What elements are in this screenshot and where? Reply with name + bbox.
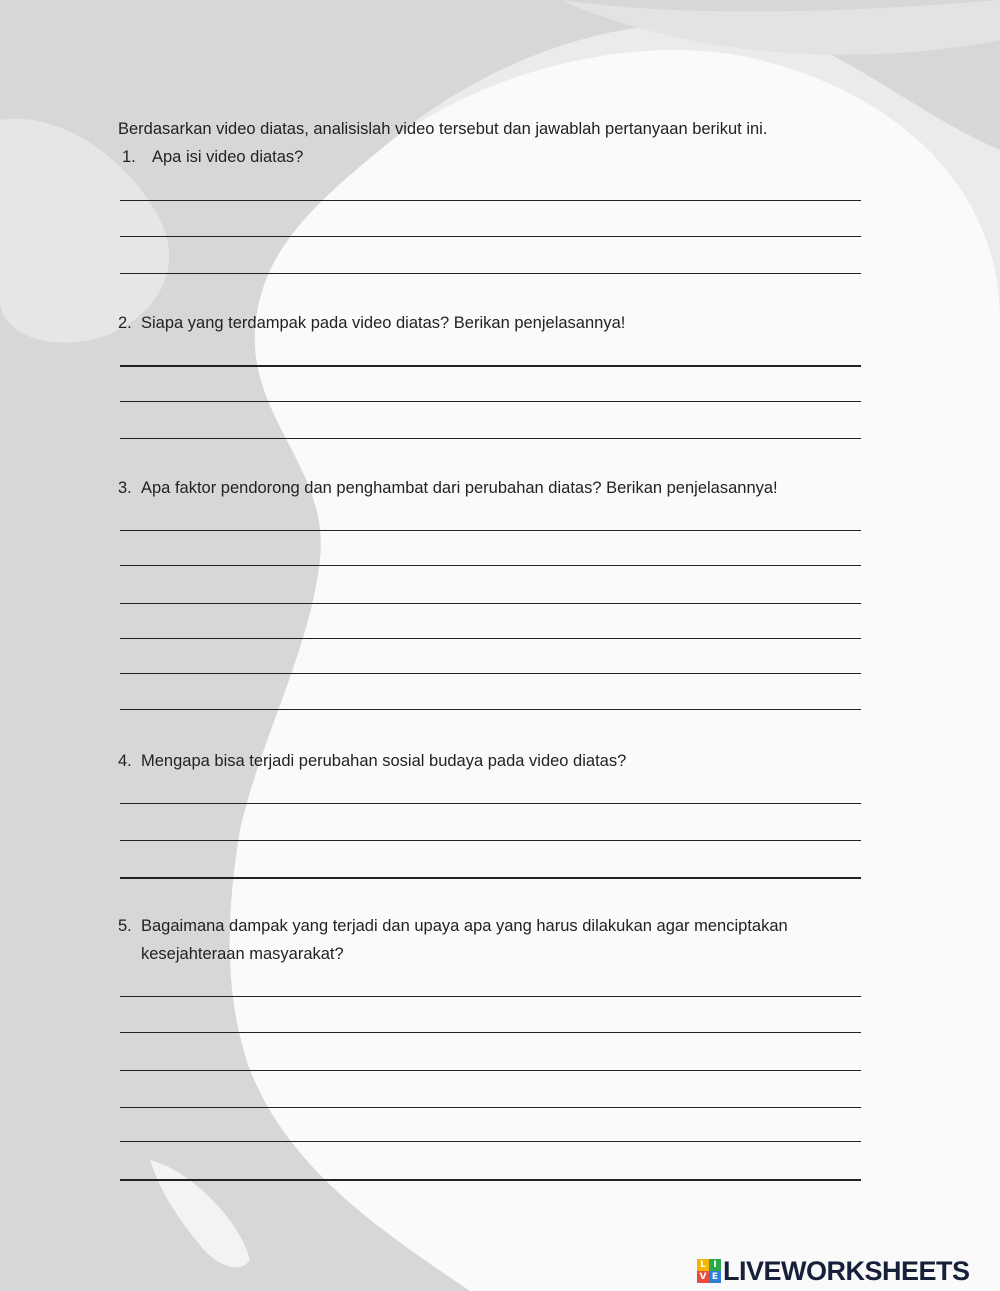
answer-line-q3-4[interactable] [120, 638, 861, 639]
answer-line-q5-3[interactable] [120, 1070, 861, 1071]
instructions-text: Berdasarkan video diatas, analisislah video tersebut dan jawablah pertanyaan berikut ini. [118, 120, 768, 138]
answer-line-q3-6[interactable] [120, 709, 861, 710]
answer-line-q4-1[interactable] [120, 803, 861, 804]
answer-line-q4-3[interactable] [120, 877, 861, 879]
question-4-text: Mengapa bisa terjadi perubahan sosial budaya pada video diatas? [141, 752, 627, 770]
logo-icon-letter-v: V [697, 1271, 709, 1283]
question-1-text: Apa isi video diatas? [152, 148, 304, 166]
liveworksheets-logo [697, 1255, 970, 1286]
answer-line-q3-3[interactable] [120, 603, 861, 604]
answer-line-q4-2[interactable] [120, 840, 861, 841]
liveworksheets-icon [697, 1259, 721, 1283]
logo-icon-letter-e: E [709, 1271, 721, 1283]
answer-line-q3-5[interactable] [120, 673, 861, 674]
logo-icon-letter-l: L [697, 1259, 709, 1271]
answer-line-q5-4[interactable] [120, 1107, 861, 1108]
question-2-text: Siapa yang terdampak pada video diatas? Berikan penjelasannya! [141, 314, 626, 332]
answer-line-q1-2[interactable] [120, 236, 861, 237]
answer-line-q5-1[interactable] [120, 996, 861, 997]
answer-line-q2-3[interactable] [120, 438, 861, 439]
logo-icon-letter-i: I [709, 1259, 721, 1271]
answer-line-q3-1[interactable] [120, 530, 861, 531]
question-5-text-line1: Bagaimana dampak yang terjadi dan upaya apa yang harus dilakukan agar menciptakan [141, 917, 788, 935]
answer-line-q2-2[interactable] [120, 401, 861, 402]
answer-line-q1-1[interactable] [120, 200, 861, 201]
answer-line-q2-1[interactable] [120, 365, 861, 367]
answer-line-q1-3[interactable] [120, 273, 861, 274]
question-1-number: 1. [122, 148, 136, 166]
question-4-number: 4. [118, 752, 132, 770]
question-5-number: 5. [118, 917, 132, 935]
answer-line-q5-2[interactable] [120, 1032, 861, 1033]
liveworksheets-wordmark: LIVEWORKSHEETS [723, 1255, 970, 1286]
answer-line-q5-5[interactable] [120, 1141, 861, 1142]
question-5-text-line2: kesejahteraan masyarakat? [141, 945, 344, 963]
answer-line-q3-2[interactable] [120, 565, 861, 566]
question-3-text: Apa faktor pendorong dan penghambat dari perubahan diatas? Berikan penjelasannya! [141, 479, 778, 497]
answer-line-q5-6[interactable] [120, 1179, 861, 1181]
question-3-number: 3. [118, 479, 132, 497]
question-2-number: 2. [118, 314, 132, 332]
